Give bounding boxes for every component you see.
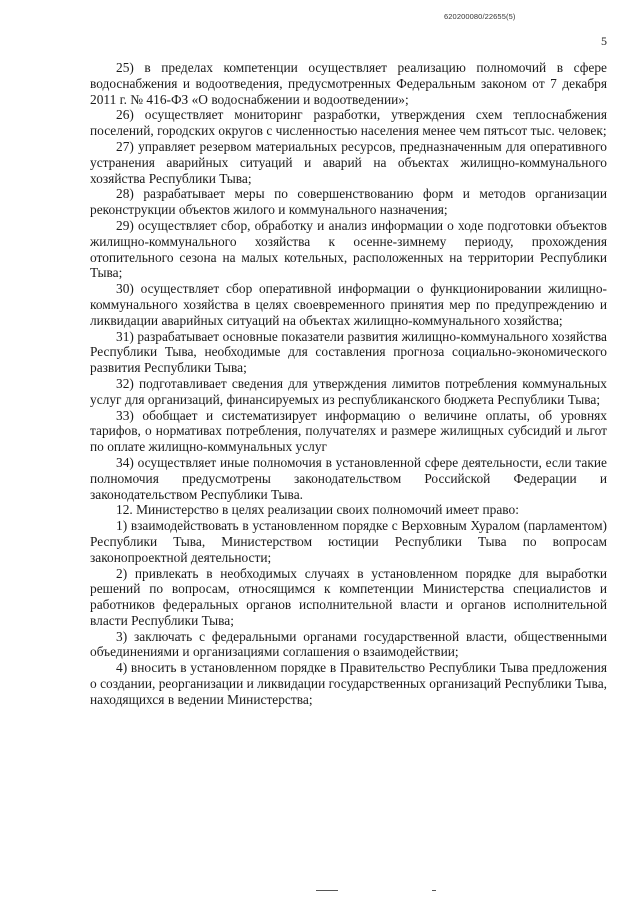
paragraph-item-27: 27) управляет резервом материальных ресурсов, предназначенным для оперативного устранения аварийных ситуаций и аварий на объектах жилищно-коммунального хозяйства Республики Тыва; — [90, 138, 607, 186]
right-item-2: 2) привлекать в необходимых случаях в установленном порядке для выработки решений по вопросам, относящимся к компетенции Министерства специалистов и работников федеральных органов исполнительной власти и органов исполнительной власти Республики Тыва; — [90, 565, 607, 628]
scan-mark-right — [432, 890, 436, 891]
paragraph-item-32: 32) подготавливает сведения для утверждения лимитов потребления коммунальных услуг для организаций, финансируемых из республиканского бюджета Республики Тыва; — [90, 375, 607, 407]
paragraph-item-33: 33) обобщает и систематизирует информацию о величине оплаты, об уровнях тарифов, о нормативах потребления, получателях и размере жилищных субсидий и льгот по оплате жилищно-коммунальных услуг — [90, 407, 607, 455]
paragraph-item-28: 28) разрабатывает меры по совершенствованию форм и методов организации реконструкции объектов жилого и коммунального назначения; — [90, 186, 607, 218]
paragraph-item-31: 31) разрабатывает основные показатели развития жилищно-коммунального хозяйства Республики Тыва, необходимые для составления прогноза социально-экономического развития Республики Тыва; — [90, 328, 607, 376]
section-12-heading: 12. Министерство в целях реализации своих полномочий имеет право: — [116, 502, 519, 518]
right-item-1: 1) взаимодействовать в установленном порядке с Верховным Хуралом (парламентом) Республики Тыва, Министерством юстиции Республики Тыва по вопросам законопроектной деятельности; — [90, 518, 607, 565]
paragraph-item-34: 34) осуществляет иные полномочия в установленной сфере деятельности, если такие полномочия предусмотрены законодательством Российской Федерации и законодательством Республики Тыва. — [90, 454, 607, 502]
right-item-4: 4) вносить в установленном порядке в Правительство Республики Тыва предложения о создании, реорганизации и ликвидации государственных организаций Республики Тыва, находящихся в ведении Министерства; — [90, 660, 607, 707]
paragraph-item-30: 30) осуществляет сбор оперативной информации о функционировании жилищно-коммунального хозяйства в целях своевременного принятия мер по предупреждению и ликвидации аварийных ситуаций на объектах жилищно-коммунального хозяйства; — [90, 281, 607, 328]
document-body — [90, 60, 607, 708]
paragraph-item-25: 25) в пределах компетенции осуществляет реализацию полномочий в сфере водоснабжения и водоотведения, предусмотренных Федеральным законом от 7 декабря 2011 г. № 416-ФЗ «О водоснабжении и водоотведении»; — [90, 60, 607, 107]
document-code: 620200080/22655(5) — [444, 12, 516, 21]
right-item-3: 3) заключать с федеральными органами государственной власти, общественными объединениями и организациями соглашения о взаимодействии; — [90, 628, 607, 660]
page-number: 5 — [601, 34, 607, 48]
paragraph-item-26: 26) осуществляет мониторинг разработки, утверждения схем теплоснабжения поселений, городских округов с численностью населения менее чем пятьсот тыс. человек; — [90, 107, 607, 139]
paragraph-item-29: 29) осуществляет сбор, обработку и анализ информации о ходе подготовки объектов жилищно-коммунального хозяйства к осенне-зимнему периоду, прохождения отопительного сезона на малых котельных, расположенных на территории Республики Тыва; — [90, 217, 607, 281]
scan-mark-center — [316, 890, 338, 891]
